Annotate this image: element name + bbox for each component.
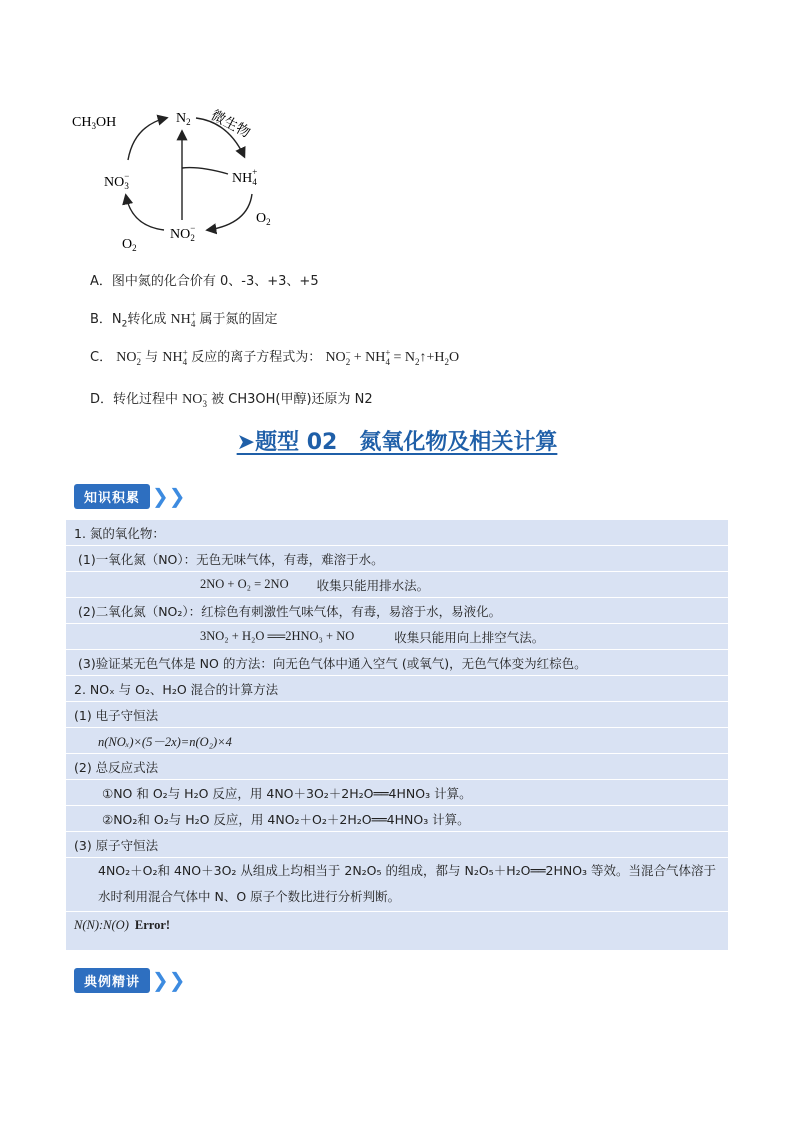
chevron-right-icon: ❯❯ [152, 484, 186, 508]
kb-line-11: ①NO 和 O₂与 H₂O 反应，用 4NO＋3O₂＋2H₂O══4HNO₃ 计算。 [66, 780, 728, 806]
tag-examples [74, 968, 186, 992]
tag-examples-label: 典例精讲 [74, 968, 150, 993]
arrow-nh4-to-no2 [208, 194, 252, 230]
arrow-ch3oh-to-n2 [128, 118, 166, 160]
kb-line-4: (2)二氧化氮（NO₂）：红棕色有刺激性气味气体，有毒，易溶于水，易液化。 [66, 598, 728, 624]
node-no3: NO− 3 [104, 171, 130, 191]
kb-line-7: 2. NOₓ 与 O₂、H₂O 混合的计算方法 [66, 676, 728, 702]
arrow-nh4-join [182, 168, 228, 174]
node-ch3oh: $CH_3OH$ [72, 115, 117, 131]
node-no2: NO− 2 [170, 223, 196, 243]
kb-line-5: 3NO₂ + H₂O ══2HNO₃ + NO 收集只能用向上排空气法。 [66, 624, 728, 650]
arc-label-microbe: 微生物 [208, 107, 253, 142]
kb-line-14: 4NO₂＋O₂和 4NO＋3O₂ 从组成上均相当于 2N₂O₅ 的组成，都与 N₂O₅＋H₂O══2HNO₃ 等效。当混合气体溶于水时利用混合气体中 N、O 原子个数比进行分析判断。 [66, 858, 728, 912]
option-c: C． $NO^-_2$ 与 $NH^+_4$ 反应的离子方程式为： $NO^-_2 + NH^+_4$ = $N_2↑+H_2O$ [90, 347, 460, 367]
kb-line-6: (3)验证某无色气体是 NO 的方法：向无色气体中通入空气 (或氧气)，无色气体变为红棕色。 [66, 650, 728, 676]
node-o2-left: $O_2$ [122, 237, 137, 253]
kb-line-15: N(N):N(O) Error! [74, 917, 171, 932]
kb-line-8: (1) 电子守恒法 [66, 702, 728, 728]
kb-line-10: (2) 总反应式法 [66, 754, 728, 780]
node-o2-right: $O_2$ [256, 211, 271, 227]
tag-knowledge [74, 484, 186, 508]
chevron-right-icon: ❯❯ [152, 968, 186, 992]
node-nh4: NH+ 4 [232, 167, 258, 187]
knowledge-box [66, 520, 728, 950]
kb-line-2: (1)一氧化氮（NO）：无色无味气体，有毒，难溶于水。 [66, 546, 728, 572]
nitrogen-cycle-diagram [60, 96, 300, 266]
section-title: ➤题型 02 氮氧化物及相关计算 [236, 430, 558, 455]
kb-line-13: (3) 原子守恒法 [66, 832, 728, 858]
kb-line-3: 2NO + O₂ = 2NO 收集只能用排水法。 [66, 572, 728, 598]
kb-line-1: 1. 氮的氧化物： [66, 520, 728, 546]
kb-line-12: ②NO₂和 O₂与 H₂O 反应，用 4NO₂＋O₂＋2H₂O══4HNO₃ 计算。 [66, 806, 728, 832]
arrow-no2-to-no3 [126, 196, 164, 230]
option-a: A．图中氮的化合价有 0、-3、+3、+5 [90, 274, 319, 289]
option-b: B．$N_2$转化成 $NH^+_4$ 属于氮的固定 [90, 309, 278, 330]
option-d: D．转化过程中 $NO^-_3$ 被 CH3OH(甲醇)还原为 N2 [90, 389, 373, 409]
kb-line-9: n(NOₓ)×(5－2x)=n(O₂)×4 [66, 728, 728, 754]
node-n2: $N_2$ [176, 111, 191, 127]
tag-knowledge-label: 知识积累 [74, 484, 150, 509]
